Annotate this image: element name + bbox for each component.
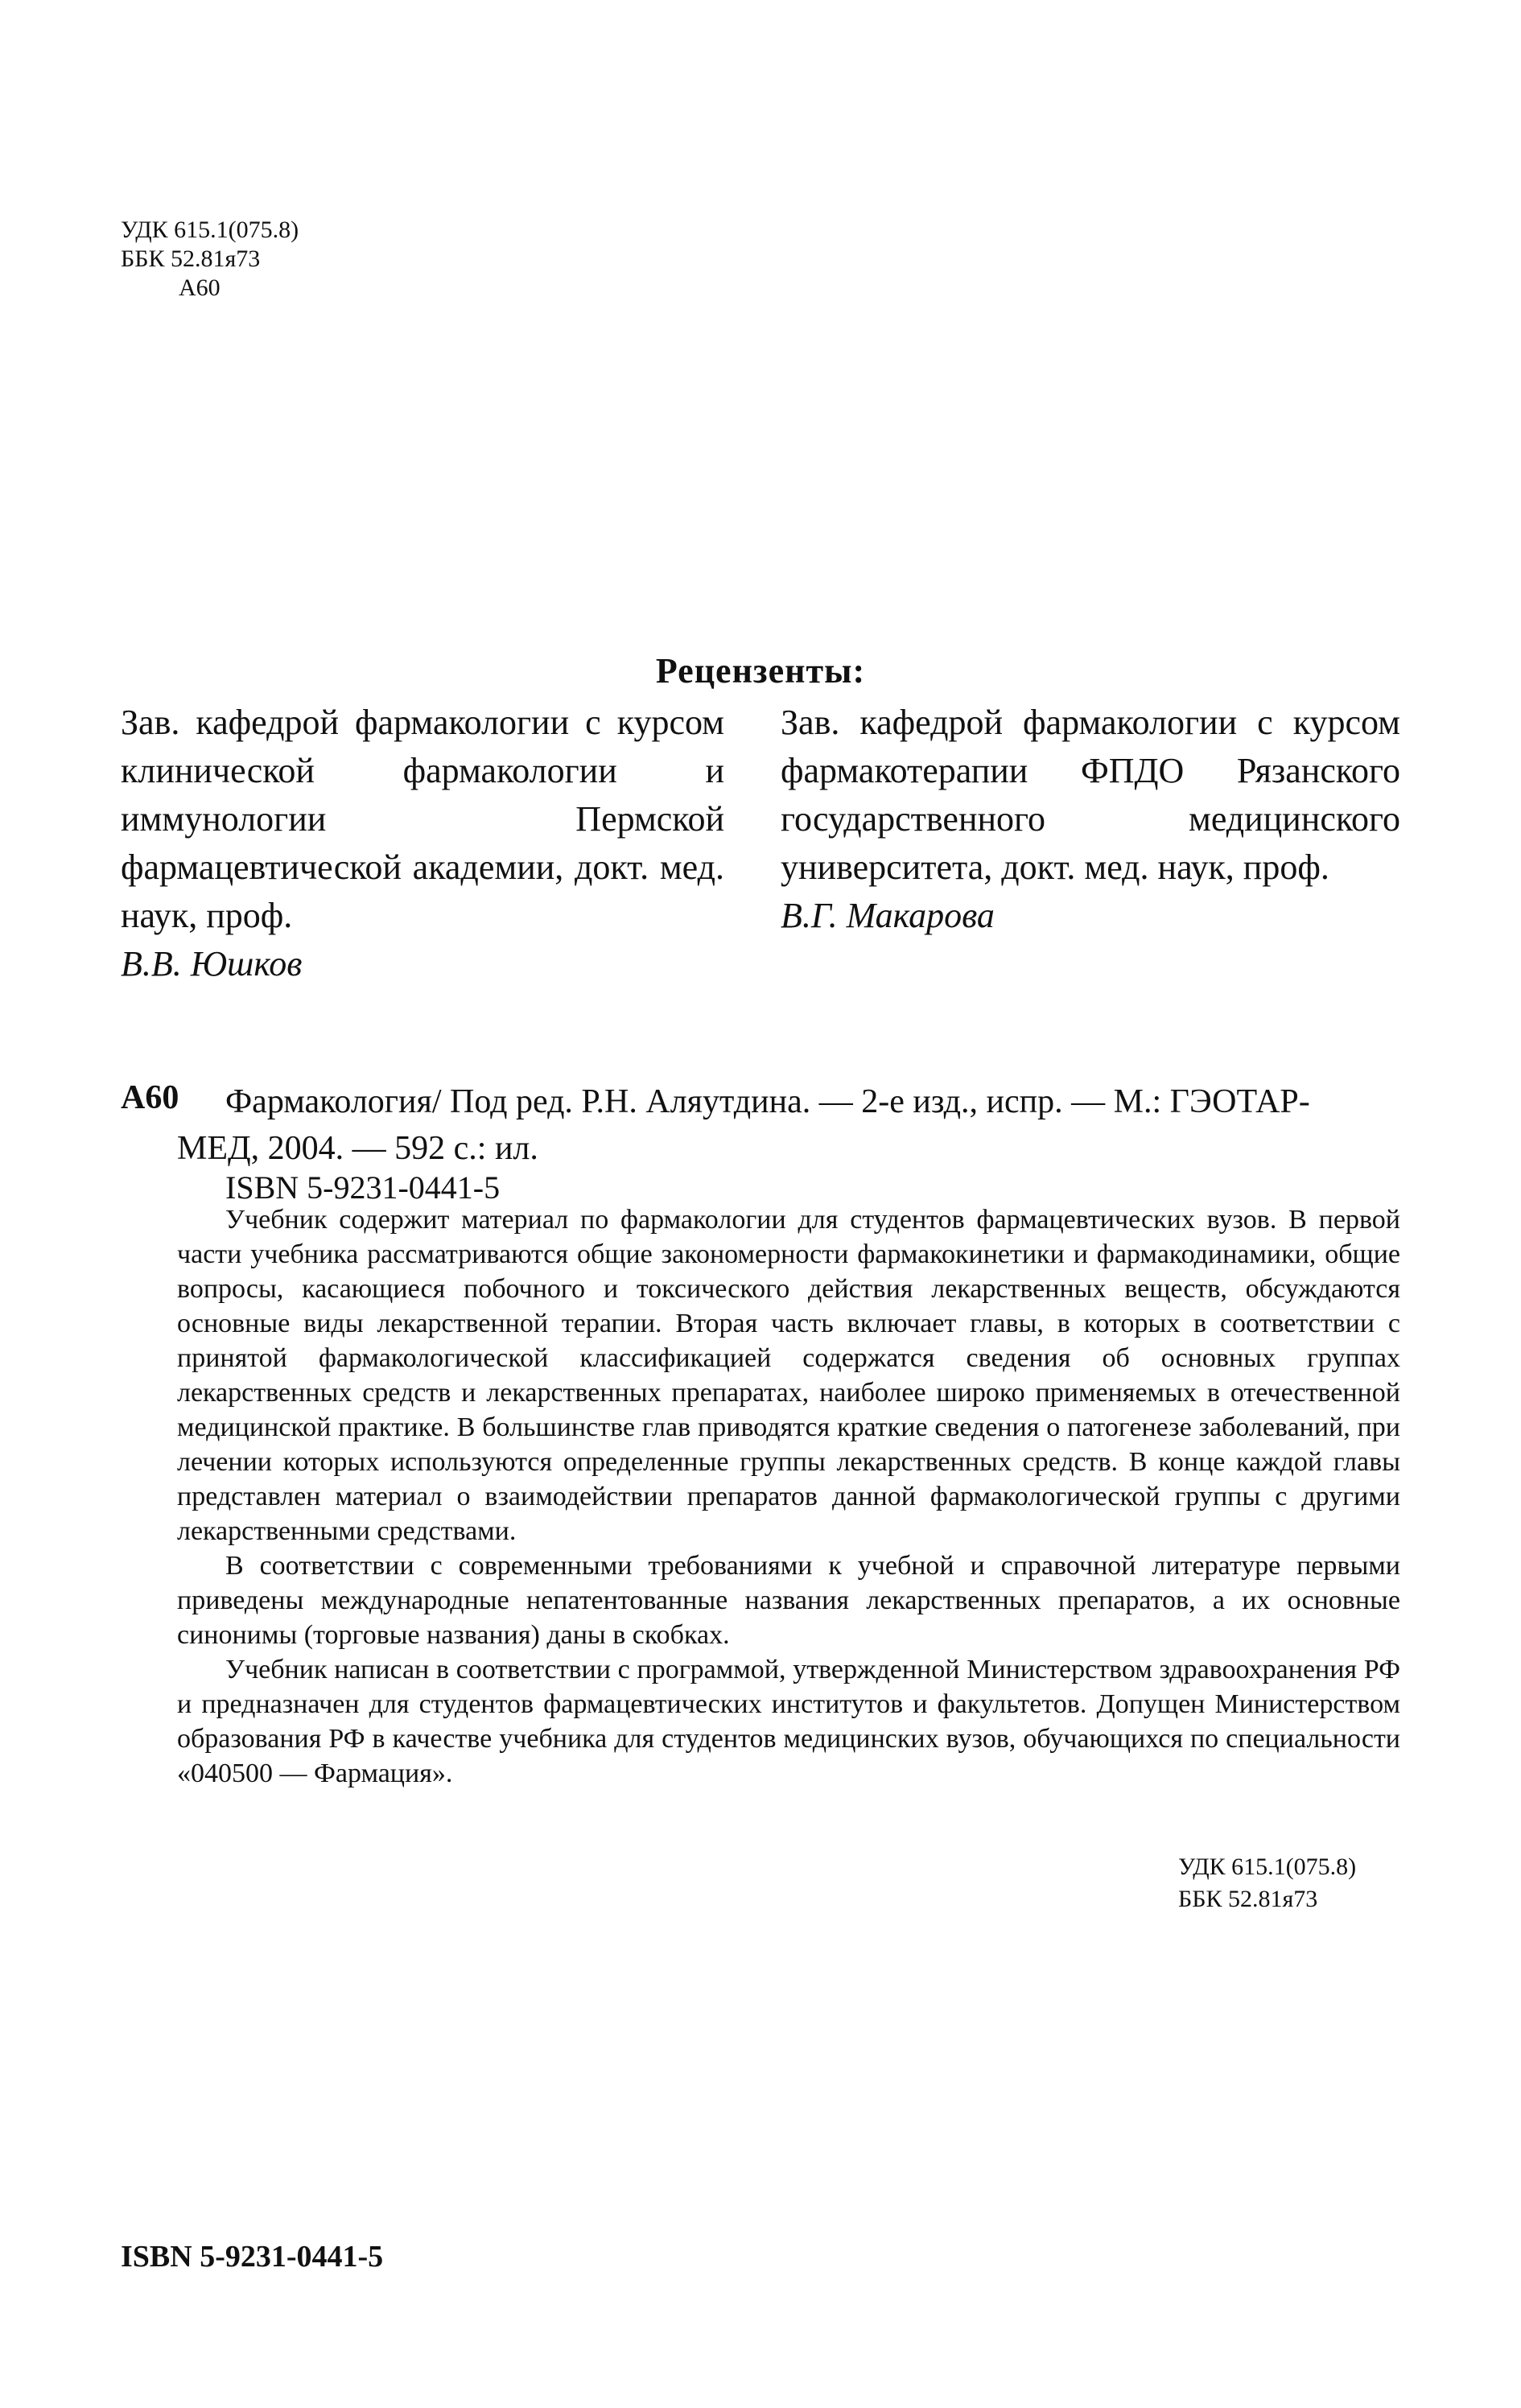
reviewer-right-affiliation: Зав. кафедрой фармакологии с курсом фармакотерапии ФПДО Рязанского государственного медицинского университета, докт. мед. наук, проф. (781, 703, 1400, 887)
entry-isbn: ISBN 5-9231-0441-5 (225, 1169, 501, 1206)
reviewers-heading: Рецензенты: (655, 651, 866, 691)
isbn-footer: ISBN 5-9231-0441-5 (121, 2240, 384, 2274)
bibliographic-entry (177, 1078, 1400, 1172)
classification-block-top (121, 216, 299, 303)
author-mark: А60 (179, 274, 221, 301)
bbk-code: ББК 52.81я73 (1178, 1886, 1318, 1912)
reviewer-right (781, 699, 1400, 940)
entry-line-2: МЕД, 2004. — 592 с.: ил. (177, 1130, 538, 1167)
udk-code: УДК 615.1(075.8) (121, 216, 299, 243)
reviewer-left-affiliation: Зав. кафедрой фармакологии с курсом клинической фармакологии и иммунологии Пермской фармацевтической академии, докт. мед. наук, проф. (121, 703, 724, 935)
bbk-code: ББК 52.81я73 (121, 245, 261, 272)
classification-block-bottom (1178, 1851, 1356, 1915)
reviewer-right-name: В.Г. Макарова (781, 896, 995, 935)
annotation-paragraph: В соответствии с современными требованиями к учебной и справочной литературе первыми приведены международные непатентованные названия лекарственных препаратов, а их основные синонимы (торговые названия) даны в скобках. (177, 1551, 1400, 1650)
annotation (177, 1202, 1400, 1791)
entry-line-1: Фармакология/ Под ред. Р.Н. Аляутдина. — 2-е изд., испр. — М.: ГЭОТАР- (225, 1083, 1310, 1120)
annotation-paragraph: Учебник написан в соответствии с программой, утвержденной Министерством здравоохранения РФ и предназначен для студентов фармацевтических институтов и факультетов. Допущен Министерством образования РФ в качестве учебника для студентов медицинских вузов, обучающихся по специальности «040500 — Фармация». (177, 1655, 1400, 1788)
entry-code: А60 (121, 1079, 179, 1116)
reviewer-left-name: В.В. Юшков (121, 944, 303, 983)
udk-code: УДК 615.1(075.8) (1178, 1853, 1357, 1880)
annotation-paragraph: Учебник содержит материал по фармакологии для студентов фармацевтических вузов. В первой части учебника рассматриваются общие закономерности фармакокинетики и фармакодинамики, общие вопросы, касающиеся побочного и токсического действия лекарственных веществ, обсуждаются основные виды лекарственной терапии. Вторая часть включает главы, в которых в соответствии с принятой фармакологической классификацией содержатся сведения об основных группах лекарственных средств и лекарственных препаратах, наиболее широко применяемых в отечественной медицинской практике. В большинстве глав приводятся краткие сведения о патогенезе заболеваний, при лечении которых используются определенные группы лекарственных средств. В конце каждой главы представлен материал о взаимодействии препаратов данной фармакологической группы с другими лекарственными средствами. (177, 1205, 1400, 1546)
reviewer-left (121, 699, 724, 988)
